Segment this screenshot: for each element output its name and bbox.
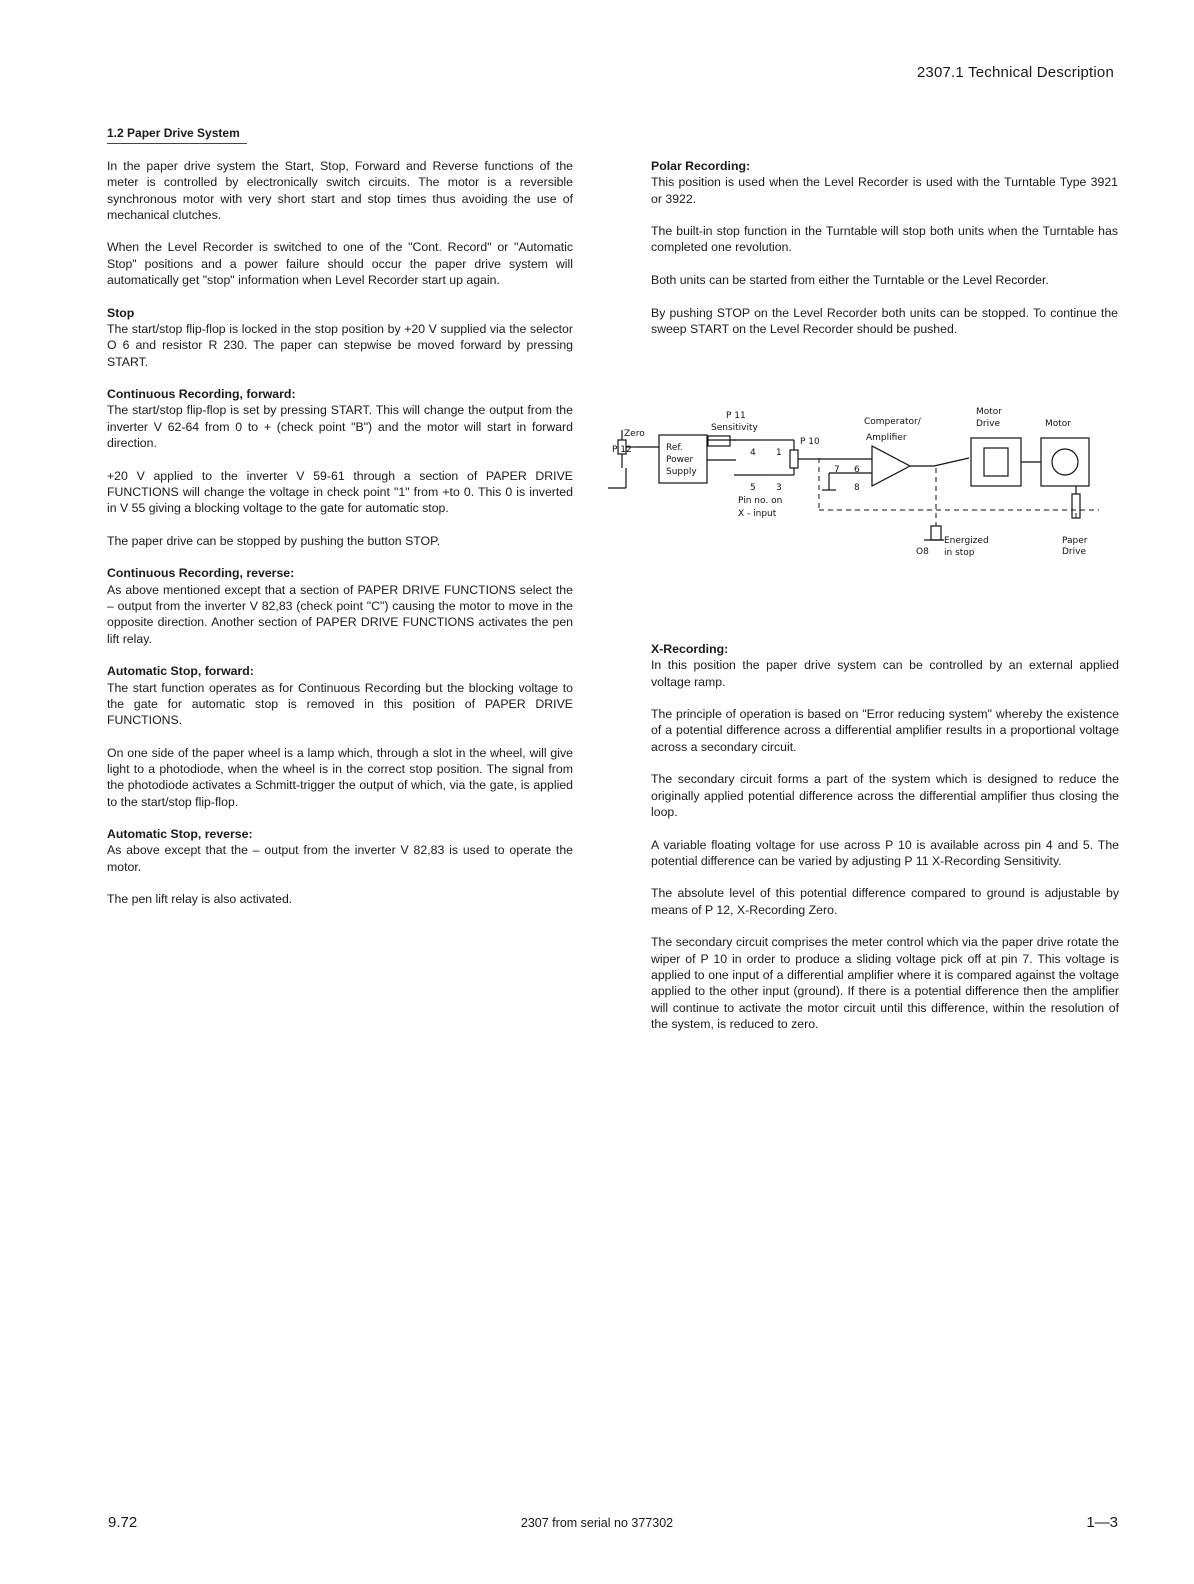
label-pin-no: Pin no. on [738, 496, 783, 506]
paragraph: The start/stop flip-flop is locked in the stop position by +20 V supplied via the selector O 6 and resistor R 230. The paper can stepwise be moved forward by pressing START. [107, 321, 573, 369]
label-pin6: 6 [854, 465, 860, 475]
x-recording-block-diagram [604, 398, 1104, 568]
paragraph: The secondary circuit forms a part of the system which is designed to reduce the originally applied potential difference across the differential amplifier thus closing the loop. [651, 772, 1119, 819]
paragraph-heading: Automatic Stop, forward: [107, 664, 254, 679]
paragraph: The start function operates as for Continuous Recording but the blocking voltage to the gate for automatic stop is removed in this position of PAPER DRIVE FUNCTIONS. [107, 680, 573, 728]
paragraph: The secondary circuit comprises the meter control which via the paper drive rotate the wiper of P 10 in order to produce a sliding voltage pick off at pin 7. This voltage is applied to one input of a differential amplifier where it is compared against the voltage applied to the other input (ground). If there is a potential difference then the amplifier will continue to activate the motor circuit until this difference, within the resolution of the system, is reduced to zero. [651, 935, 1119, 1031]
paragraph-heading: Continuous Recording, reverse: [107, 566, 295, 581]
label-p10: P 10 [800, 437, 820, 447]
paragraph: When the Level Recorder is switched to one of the "Cont. Record" or "Automatic Stop" positions and a power failure should occur the paper drive system will automatically get "stop" information when Level Recorder start up again. [107, 240, 573, 288]
paragraph: The absolute level of this potential difference compared to ground is adjustable by means of P 12, X-Recording Zero. [651, 886, 1119, 917]
label-power: Power [666, 455, 694, 465]
label-pin8: 8 [854, 483, 860, 493]
left-column [107, 158, 573, 924]
label-p11: P 11 [726, 411, 746, 421]
right-column-bottom [651, 641, 1119, 1048]
label-pin7: 7 [834, 465, 840, 475]
paragraph: By pushing STOP on the Level Recorder both units can be stopped. To continue the sweep START on the Level Recorder should be pushed. [651, 305, 1118, 336]
paragraph: This position is used when the Level Recorder is used with the Turntable Type 3921 or 3922. [651, 175, 1118, 206]
footer-serial: 2307 from serial no 377302 [520, 1516, 674, 1530]
paragraph: The principle of operation is based on "Error reducing system" whereby the existence of a potential difference across a differential amplifier results in a proportional voltage across a secondary circuit. [651, 707, 1119, 754]
label-supply: Supply [666, 467, 697, 477]
label-ref: Ref. [666, 443, 683, 453]
label-motor-drive-2: Drive [976, 419, 1000, 429]
paragraph: The pen lift relay is also activated. [107, 892, 293, 907]
paragraph: Both units can be started from either the Turntable or the Level Recorder. [651, 273, 1049, 288]
label-sensitivity: Sensitivity [711, 423, 758, 433]
paragraph-heading: X-Recording: [651, 642, 729, 656]
label-pin5: 5 [750, 483, 756, 493]
paragraph-heading: Automatic Stop, reverse: [107, 827, 253, 842]
page-header: 2307.1 Technical Description [916, 64, 1114, 81]
paragraph: In the paper drive system the Start, Stop, Forward and Reverse functions of the meter is controlled by electronically switch circuits. The motor is a reversible synchronous motor with very short start and stop times thus avoiding the use of mechanical clutches. [107, 159, 573, 222]
paragraph: In this position the paper drive system can be controlled by an external applied voltage ramp. [651, 658, 1119, 689]
footer-page-number: 1—3 [1086, 1514, 1118, 1531]
label-amplifier: Amplifier [866, 433, 907, 443]
label-motor-drive-1: Motor [976, 407, 1003, 417]
paragraph: As above mentioned except that a section of PAPER DRIVE FUNCTIONS select the – output from the inverter V 82,83 (check point "C") causing the motor to move in the opposite direction. Another section of PAPER DRIVE FUNCTIONS activates the pen lift relay. [107, 582, 573, 646]
paragraph: As above except that the – output from the inverter V 82,83 is used to operate the motor. [107, 843, 573, 874]
right-column-top [651, 158, 1118, 354]
label-o8: O8 [916, 547, 929, 557]
footer-date: 9.72 [108, 1514, 138, 1531]
paragraph: The built-in stop function in the Turntable will stop both units when the Turntable has completed one revolution. [651, 224, 1118, 255]
paragraph: On one side of the paper wheel is a lamp which, through a slot in the wheel, will give light to a photodiode, when the wheel is in the correct stop position. The signal from the photodiode activates a Schmitt-trigger the output of which, via the gate, is applied to the start/stop flip-flop. [107, 745, 573, 809]
paragraph-heading: Stop [107, 305, 135, 320]
label-pin4: 4 [750, 448, 756, 458]
paragraph: +20 V applied to the inverter V 59-61 through a section of PAPER DRIVE FUNCTIONS will change the voltage in check point "1" from +to 0. This 0 is inverted in V 55 giving a blocking voltage to the gate for automatic stop. [107, 468, 573, 516]
label-paper: Paper [1062, 536, 1088, 546]
paragraph: A variable floating voltage for use across P 10 is available across pin 4 and 5. The potential difference can be varied by adjusting P 11 X-Recording Sensitivity. [651, 837, 1119, 868]
label-pin1: 1 [776, 448, 782, 458]
label-pin3: 3 [776, 483, 782, 493]
label-motor: Motor [1045, 419, 1072, 429]
label-x-input: X - input [738, 509, 777, 519]
paragraph-heading: Continuous Recording, forward: [107, 387, 296, 402]
paragraph-heading: Polar Recording: [651, 159, 751, 173]
label-energized: Energized [944, 536, 989, 546]
paragraph: The paper drive can be stopped by pushing the button STOP. [107, 533, 441, 548]
label-comparator: Comperator/ [864, 417, 921, 427]
section-title: 1.2 Paper Drive System [107, 126, 247, 144]
label-zero: Zero [624, 429, 645, 439]
label-in-stop: in stop [944, 548, 975, 558]
paragraph: The start/stop flip-flop is set by pressing START. This will change the output from the inverter V 62-64 from 0 to + (check point "B") and the motor will start in forward direction. [107, 403, 573, 451]
label-p12: P 12 [612, 445, 632, 455]
label-drive: Drive [1062, 547, 1086, 557]
